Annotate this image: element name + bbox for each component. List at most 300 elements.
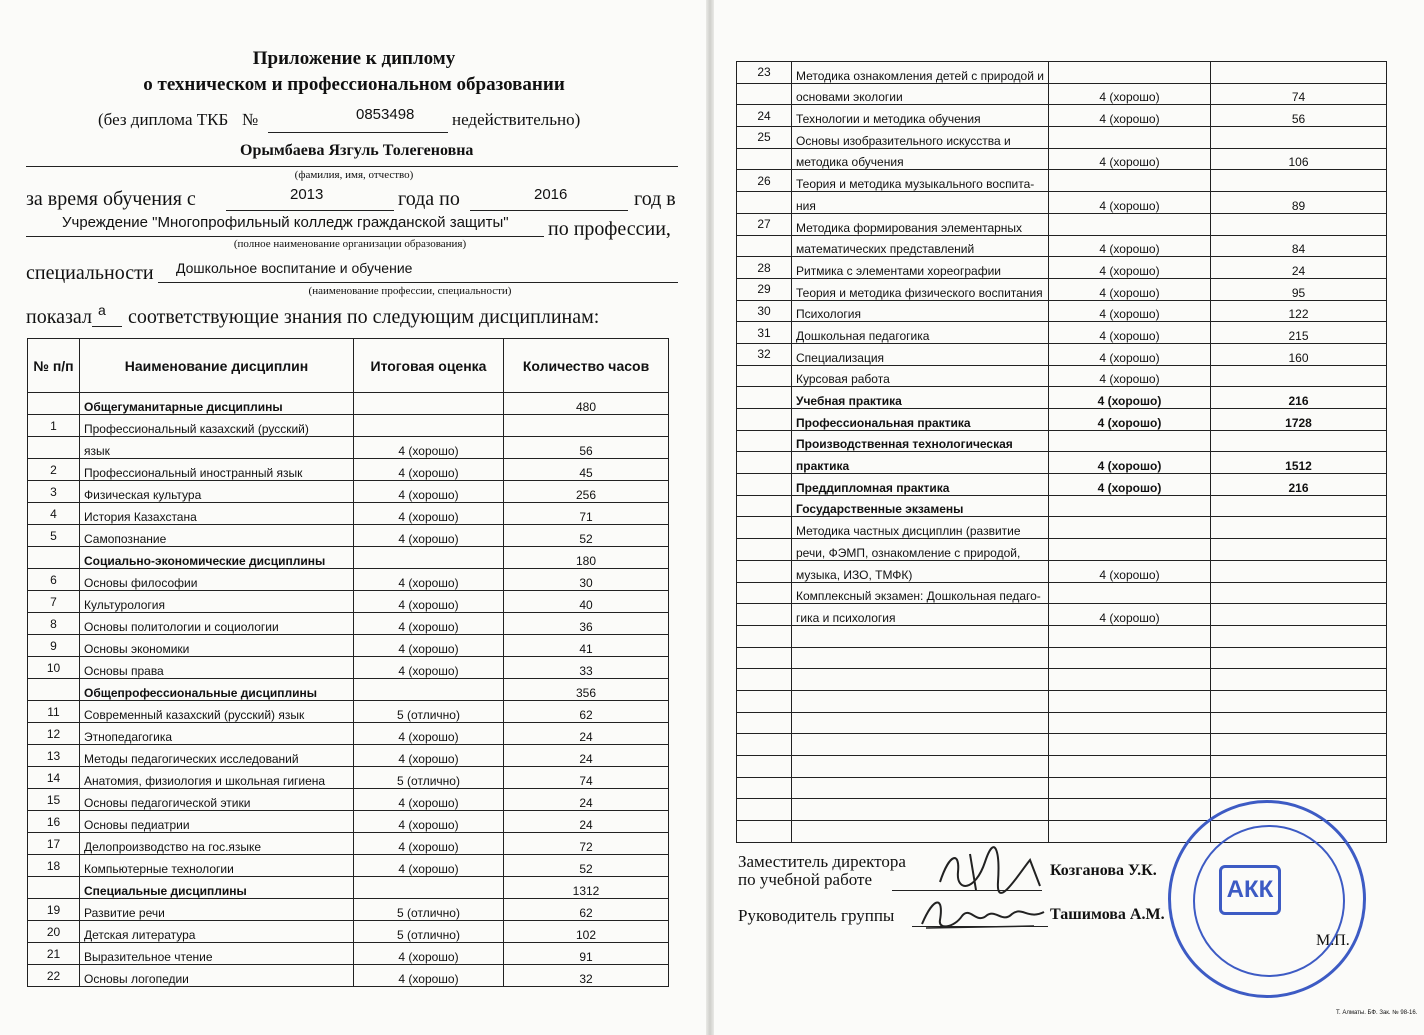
hours-count: 45 — [504, 459, 669, 481]
table-row — [737, 148, 1387, 170]
hours-count: 24 — [1211, 257, 1387, 279]
institution-caption: (полное наименование организации образования) — [233, 238, 467, 250]
discipline-name: Физическая культура — [80, 481, 354, 503]
table-row — [737, 192, 1387, 214]
final-grade: 4 (хорошо) — [354, 635, 504, 657]
row-number: 6 — [28, 569, 80, 591]
hours-count: 24 — [504, 811, 669, 833]
final-grade — [1049, 734, 1211, 756]
hours-count — [1211, 669, 1387, 691]
table-row — [737, 213, 1387, 235]
table-row — [737, 734, 1387, 756]
row-number — [737, 365, 792, 387]
row-number: 19 — [28, 899, 80, 921]
row-number: 10 — [28, 657, 80, 679]
hours-count: 91 — [504, 943, 669, 965]
final-grade: 4 (хорошо) — [1049, 322, 1211, 344]
group-head-signature — [914, 890, 1054, 938]
row-number — [737, 192, 792, 214]
table-header-row — [28, 339, 669, 393]
table-row — [28, 679, 669, 701]
table-row — [737, 647, 1387, 669]
row-number: 30 — [737, 300, 792, 322]
shown-line — [92, 326, 122, 327]
final-grade: 4 (хорошо) — [1049, 148, 1211, 170]
table-row — [737, 365, 1387, 387]
table-row — [28, 811, 669, 833]
hours-count: 1512 — [1211, 452, 1387, 474]
final-grade: 4 (хорошо) — [354, 811, 504, 833]
shown-suffix: соответствующие знания по следующим дисциплинам: — [128, 306, 600, 328]
institution-suffix: по профессии, — [548, 218, 671, 240]
hours-count: 215 — [1211, 322, 1387, 344]
hours-count: 102 — [504, 921, 669, 943]
hours-count: 62 — [504, 899, 669, 921]
hours-count: 71 — [504, 503, 669, 525]
table-row — [737, 712, 1387, 734]
final-grade — [1049, 539, 1211, 561]
specialty-line — [158, 282, 678, 283]
final-grade — [1049, 517, 1211, 539]
row-number: 27 — [737, 213, 792, 235]
discipline-name: Профессиональный иностранный язык — [80, 459, 354, 481]
final-grade — [1049, 170, 1211, 192]
final-grade: 4 (хорошо) — [1049, 257, 1211, 279]
hours-count: 33 — [504, 657, 669, 679]
row-number — [28, 877, 80, 899]
hours-count — [1211, 539, 1387, 561]
table-row — [737, 105, 1387, 127]
final-grade: 4 (хорошо) — [1049, 300, 1211, 322]
row-number: 11 — [28, 701, 80, 723]
final-grade: 4 (хорошо) — [354, 657, 504, 679]
discipline-name: Теория и методика музыкального воспита- — [792, 170, 1049, 192]
hours-count: 52 — [504, 855, 669, 877]
final-grade: 4 (хорошо) — [354, 965, 504, 987]
discipline-name: История Казахстана — [80, 503, 354, 525]
table-row — [737, 690, 1387, 712]
discipline-name: Основы педагогической этики — [80, 789, 354, 811]
name-caption: (фамилия, имя, отчество) — [294, 169, 414, 181]
discipline-name: Детская литература — [80, 921, 354, 943]
row-number: 24 — [737, 105, 792, 127]
final-grade — [1049, 213, 1211, 235]
row-number: 12 — [28, 723, 80, 745]
table-row — [737, 83, 1387, 105]
discipline-name: Ритмика с элементами хореографии — [792, 257, 1049, 279]
table-row — [737, 300, 1387, 322]
row-number — [28, 393, 80, 415]
table-row — [737, 62, 1387, 84]
hours-count: 24 — [504, 723, 669, 745]
table-row — [737, 127, 1387, 149]
table-row — [737, 777, 1387, 799]
col-header-grade: Итоговая оценка — [354, 339, 504, 393]
institution: Учреждение "Многопрофильный колледж гражданской защиты" — [62, 214, 509, 231]
hours-count: 84 — [1211, 235, 1387, 257]
hours-count: 41 — [504, 635, 669, 657]
table-row — [28, 393, 669, 415]
discipline-name: Основы изобразительного искусства и — [792, 127, 1049, 149]
row-number — [737, 83, 792, 105]
row-number — [737, 690, 792, 712]
discipline-name: Профессиональная практика — [792, 409, 1049, 431]
year-suffix: год в — [634, 188, 676, 210]
row-number — [28, 679, 80, 701]
title-line-1: Приложение к диплому — [252, 48, 456, 69]
hours-count: 72 — [504, 833, 669, 855]
row-number: 1 — [28, 415, 80, 437]
final-grade — [354, 393, 504, 415]
table-row — [28, 701, 669, 723]
discipline-name: Государственные экзамены — [792, 495, 1049, 517]
final-grade: 4 (хорошо) — [1049, 474, 1211, 496]
table-row — [28, 745, 669, 767]
row-number: 28 — [737, 257, 792, 279]
row-number — [737, 734, 792, 756]
final-grade: 4 (хорошо) — [1049, 83, 1211, 105]
hours-count: 160 — [1211, 343, 1387, 365]
deputy-name: Козганова У.К. — [1050, 862, 1157, 879]
table-row — [28, 833, 669, 855]
row-number: 25 — [737, 127, 792, 149]
discipline-name: методика обучения — [792, 148, 1049, 170]
discipline-name: Анатомия, физиология и школьная гигиена — [80, 767, 354, 789]
discipline-name — [792, 777, 1049, 799]
row-number: 8 — [28, 613, 80, 635]
hours-count — [1211, 560, 1387, 582]
discipline-name: Преддипломная практика — [792, 474, 1049, 496]
hours-count: 30 — [504, 569, 669, 591]
final-grade: 4 (хорошо) — [1049, 452, 1211, 474]
discipline-name: Выразительное чтение — [80, 943, 354, 965]
hours-count — [1211, 690, 1387, 712]
hours-count — [504, 415, 669, 437]
final-grade — [1049, 625, 1211, 647]
title-line-2: о техническом и профессиональном образовании — [143, 74, 565, 95]
table-row — [737, 452, 1387, 474]
hours-count: 62 — [504, 701, 669, 723]
print-mark: Т. Алматы. БФ. Зак. № 98-16. — [1336, 1010, 1418, 1016]
row-number — [737, 387, 792, 409]
page-fold — [706, 0, 714, 1035]
discipline-name: Компьютерные технологии — [80, 855, 354, 877]
hours-count — [1211, 582, 1387, 604]
table-row — [737, 409, 1387, 431]
discipline-name: Самопознание — [80, 525, 354, 547]
row-number — [737, 777, 792, 799]
discipline-name: практика — [792, 452, 1049, 474]
final-grade — [354, 415, 504, 437]
group-head-title: Руководитель группы — [738, 906, 895, 925]
seal-logo: АКК — [1219, 865, 1281, 915]
discipline-name — [792, 734, 1049, 756]
table-row — [737, 495, 1387, 517]
discipline-name: Курсовая работа — [792, 365, 1049, 387]
table-row — [737, 669, 1387, 691]
final-grade — [1049, 647, 1211, 669]
hours-count: 36 — [504, 613, 669, 635]
discipline-name: Дошкольная педагогика — [792, 322, 1049, 344]
diploma-prefix: (без диплома ТКБ — [98, 110, 229, 129]
row-number — [737, 495, 792, 517]
hours-count: 24 — [504, 745, 669, 767]
row-number — [737, 604, 792, 626]
hours-count: 1312 — [504, 877, 669, 899]
year-to: 2016 — [534, 186, 568, 203]
discipline-name: Специализация — [792, 343, 1049, 365]
discipline-name: Основы педиатрии — [80, 811, 354, 833]
final-grade — [1049, 821, 1211, 843]
final-grade: 4 (хорошо) — [1049, 409, 1211, 431]
discipline-name: Современный казахский (русский) язык — [80, 701, 354, 723]
table-row — [737, 560, 1387, 582]
hours-count — [1211, 213, 1387, 235]
final-grade — [354, 547, 504, 569]
row-number: 9 — [28, 635, 80, 657]
table-row — [737, 625, 1387, 647]
final-grade: 5 (отлично) — [354, 921, 504, 943]
final-grade: 5 (отлично) — [354, 767, 504, 789]
hours-count: 216 — [1211, 387, 1387, 409]
hours-count: 89 — [1211, 192, 1387, 214]
final-grade: 4 (хорошо) — [1049, 343, 1211, 365]
discipline-name: Основы философии — [80, 569, 354, 591]
table-row — [28, 591, 669, 613]
discipline-name: Социально-экономические дисциплины — [80, 547, 354, 569]
table-row — [28, 525, 669, 547]
table-row — [737, 604, 1387, 626]
discipline-name — [792, 799, 1049, 821]
final-grade: 4 (хорошо) — [354, 745, 504, 767]
table-row — [28, 481, 669, 503]
year-mid: года по — [398, 188, 460, 210]
discipline-name: Методика частных дисциплин (развитие — [792, 517, 1049, 539]
table-row — [28, 855, 669, 877]
hours-count — [1211, 62, 1387, 84]
discipline-name: Делопроизводство на гос.языке — [80, 833, 354, 855]
hours-count — [1211, 756, 1387, 778]
hours-count — [1211, 712, 1387, 734]
discipline-name — [792, 690, 1049, 712]
discipline-name: гика и психология — [792, 604, 1049, 626]
discipline-name: Профессиональный казахский (русский) — [80, 415, 354, 437]
table-row — [28, 657, 669, 679]
table-row — [737, 539, 1387, 561]
table-row — [737, 756, 1387, 778]
hours-count — [1211, 625, 1387, 647]
row-number — [737, 821, 792, 843]
row-number: 32 — [737, 343, 792, 365]
table-row — [28, 899, 669, 921]
table-row — [737, 582, 1387, 604]
discipline-name — [792, 669, 1049, 691]
table-row — [737, 257, 1387, 279]
discipline-name: Методика формирования элементарных — [792, 213, 1049, 235]
final-grade: 4 (хорошо) — [1049, 604, 1211, 626]
deputy-title-2: по учебной работе — [738, 870, 872, 889]
row-number: 23 — [737, 62, 792, 84]
hours-count: 256 — [504, 481, 669, 503]
table-row — [737, 430, 1387, 452]
seal-mark: М.П. — [1316, 932, 1350, 949]
row-number: 4 — [28, 503, 80, 525]
discipline-name: Основы логопедии — [80, 965, 354, 987]
hours-count: 106 — [1211, 148, 1387, 170]
hours-count: 74 — [504, 767, 669, 789]
row-number — [737, 669, 792, 691]
hours-count: 32 — [504, 965, 669, 987]
discipline-name: Методы педагогических исследований — [80, 745, 354, 767]
hours-count: 74 — [1211, 83, 1387, 105]
discipline-name — [792, 647, 1049, 669]
row-number: 5 — [28, 525, 80, 547]
final-grade — [1049, 712, 1211, 734]
hours-count: 1728 — [1211, 409, 1387, 431]
row-number: 18 — [28, 855, 80, 877]
discipline-name: Технологии и методика обучения — [792, 105, 1049, 127]
discipline-name: Основы экономики — [80, 635, 354, 657]
row-number — [737, 452, 792, 474]
discipline-name: математических представлений — [792, 235, 1049, 257]
final-grade: 4 (хорошо) — [354, 613, 504, 635]
hours-count — [1211, 495, 1387, 517]
discipline-name: язык — [80, 437, 354, 459]
discipline-name: ния — [792, 192, 1049, 214]
row-number: 13 — [28, 745, 80, 767]
discipline-name: Психология — [792, 300, 1049, 322]
row-number — [737, 560, 792, 582]
discipline-name — [792, 756, 1049, 778]
table-row — [737, 474, 1387, 496]
col-header-hours: Количество часов — [504, 339, 669, 393]
table-row — [737, 235, 1387, 257]
final-grade: 4 (хорошо) — [1049, 387, 1211, 409]
hours-count: 356 — [504, 679, 669, 701]
hours-count — [1211, 647, 1387, 669]
name-line — [26, 166, 678, 167]
final-grade: 4 (хорошо) — [354, 459, 504, 481]
discipline-name: Основы политологии и социологии — [80, 613, 354, 635]
final-grade: 4 (хорошо) — [1049, 235, 1211, 257]
table-row — [28, 503, 669, 525]
table-row — [28, 767, 669, 789]
table-row — [28, 723, 669, 745]
hours-count: 52 — [504, 525, 669, 547]
final-grade: 4 (хорошо) — [1049, 278, 1211, 300]
final-grade: 4 (хорошо) — [354, 855, 504, 877]
hours-count: 216 — [1211, 474, 1387, 496]
row-number: 22 — [28, 965, 80, 987]
final-grade: 4 (хорошо) — [354, 503, 504, 525]
row-number: 26 — [737, 170, 792, 192]
row-number — [737, 756, 792, 778]
final-grade — [1049, 777, 1211, 799]
discipline-name: Специальные дисциплины — [80, 877, 354, 899]
table-row — [28, 547, 669, 569]
discipline-name: речи, ФЭМП, ознакомление с природой, — [792, 539, 1049, 561]
row-number — [737, 148, 792, 170]
college-seal — [1168, 800, 1366, 998]
discipline-name: Комплексный экзамен: Дошкольная педаго- — [792, 582, 1049, 604]
final-grade: 4 (хорошо) — [1049, 192, 1211, 214]
final-grade — [1049, 690, 1211, 712]
discipline-name: Культурология — [80, 591, 354, 613]
row-number — [737, 582, 792, 604]
diploma-number-line — [268, 132, 448, 133]
hours-count — [1211, 517, 1387, 539]
col-header-name: Наименование дисциплин — [80, 339, 354, 393]
row-number — [737, 474, 792, 496]
row-number — [28, 437, 80, 459]
discipline-name — [792, 625, 1049, 647]
final-grade: 5 (отлично) — [354, 701, 504, 723]
year-to-line — [470, 210, 628, 211]
final-grade — [1049, 430, 1211, 452]
student-name: Орымбаева Язгуль Толегеновна — [240, 142, 474, 159]
discipline-name: Производственная технологическая — [792, 430, 1049, 452]
col-header-num: № п/п — [28, 339, 80, 393]
final-grade: 4 (хорошо) — [354, 789, 504, 811]
row-number: 14 — [28, 767, 80, 789]
table-row — [737, 278, 1387, 300]
table-row — [28, 459, 669, 481]
discipline-name: Общегуманитарные дисциплины — [80, 393, 354, 415]
table-row — [28, 613, 669, 635]
hours-count — [1211, 365, 1387, 387]
row-number — [737, 625, 792, 647]
row-number: 29 — [737, 278, 792, 300]
institution-line — [26, 236, 544, 237]
discipline-name: Методика ознакомления детей с природой и — [792, 62, 1049, 84]
table-row — [737, 343, 1387, 365]
final-grade — [1049, 495, 1211, 517]
discipline-name: Общепрофессиональные дисциплины — [80, 679, 354, 701]
hours-count — [1211, 127, 1387, 149]
final-grade — [1049, 669, 1211, 691]
discipline-name: Этнопедагогика — [80, 723, 354, 745]
row-number: 7 — [28, 591, 80, 613]
final-grade — [1049, 756, 1211, 778]
row-number: 20 — [28, 921, 80, 943]
period-prefix: за время обучения с — [26, 188, 196, 210]
row-number: 2 — [28, 459, 80, 481]
final-grade — [1049, 127, 1211, 149]
hours-count: 95 — [1211, 278, 1387, 300]
discipline-name: Учебная практика — [792, 387, 1049, 409]
row-number: 31 — [737, 322, 792, 344]
hours-count — [1211, 170, 1387, 192]
grades-table-left — [27, 338, 669, 987]
diploma-no-sign: № — [242, 110, 259, 129]
specialty-prefix: специальности — [26, 262, 154, 284]
row-number — [737, 430, 792, 452]
discipline-name — [792, 821, 1049, 843]
specialty-caption: (наименование профессии, специальности) — [308, 285, 512, 297]
table-row — [28, 437, 669, 459]
final-grade: 5 (отлично) — [354, 899, 504, 921]
hours-count — [1211, 777, 1387, 799]
shown-fill: а — [98, 302, 106, 318]
specialty: Дошкольное воспитание и обучение — [176, 260, 413, 276]
final-grade: 4 (хорошо) — [1049, 105, 1211, 127]
final-grade: 4 (хорошо) — [1049, 365, 1211, 387]
row-number — [737, 409, 792, 431]
final-grade — [1049, 62, 1211, 84]
group-head-name: Ташимова А.М. — [1050, 906, 1165, 923]
row-number — [737, 799, 792, 821]
row-number — [28, 547, 80, 569]
